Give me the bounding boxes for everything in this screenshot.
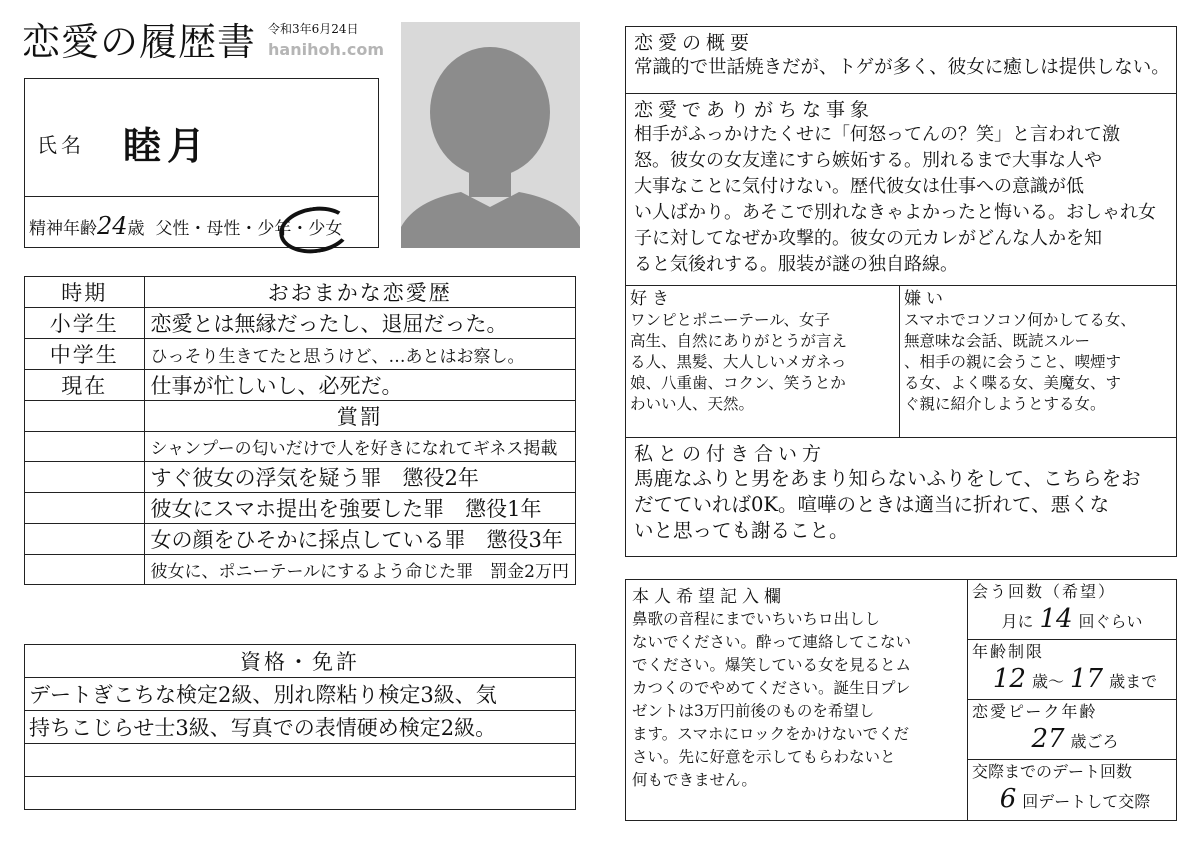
dates-label: 交際までのデート回数: [972, 762, 1133, 781]
age-limit-label: 年齢制限: [972, 642, 1045, 661]
likes-dislikes-box: [625, 285, 1177, 438]
col-history-header: おおまかな恋愛歴: [144, 277, 575, 308]
license-line: [25, 777, 576, 810]
wishes-line: ゼントは3万円前後のものを希望し: [632, 702, 875, 720]
likes-line: る人、黒髪、大人しいメガネっ: [630, 353, 847, 371]
tendency-line: ると気後れする。服装が謎の独自路線。: [634, 254, 958, 275]
tendency-line: 大事なことに気付けない。歴代彼女は仕事への意識が低: [634, 176, 1084, 197]
meet-prefix: 月に: [1001, 612, 1034, 631]
license-table: [24, 644, 576, 810]
age-limit-to: 17: [1070, 664, 1104, 694]
period-cell: [25, 524, 145, 555]
tendencies-box: [625, 93, 1177, 286]
awards-header: 賞罰: [144, 401, 575, 432]
meet-label: 会う回数（希望）: [972, 582, 1117, 601]
history-cell: 仕事が忙しいし、必死だ。: [144, 370, 575, 401]
tendencies-label: 恋愛でありがちな事象: [634, 99, 875, 121]
wishes-line: ないでください。酔って連絡してこない: [632, 633, 912, 651]
wishes-line: 鼻歌の音程にまでいちいちロ出しし: [632, 610, 881, 628]
dating-box: [625, 437, 1177, 557]
meet-frequency-cell: [968, 580, 1176, 640]
period-cell: [25, 555, 145, 585]
wishes-line: 何もできません。: [632, 771, 757, 789]
dislikes-line: 、相手の親に会うこと、喫煙す: [904, 353, 1122, 371]
age-limit-suffix: 歳まで: [1109, 672, 1158, 691]
period-cell: 中学生: [25, 339, 145, 370]
likes-line: 高生、自然にありがとうが言え: [630, 332, 848, 350]
wishes-line: でください。爆笑している女を見るとム: [632, 656, 912, 674]
issue-date: 令和3年6月24日: [268, 22, 359, 36]
tendency-line: 子に対してなぜか攻撃的。彼女の元カレがどんな人かを知: [634, 228, 1102, 249]
dislikes-line: る女、よく喋る女、美魔女、す: [904, 374, 1122, 392]
peak-suffix: 歳ごろ: [1070, 732, 1119, 751]
table-row: [25, 462, 576, 493]
period-cell: 小学生: [25, 308, 145, 339]
table-row: [25, 493, 576, 524]
dating-label: 私との付き合い方: [634, 443, 827, 465]
history-cell: 恋愛とは無縁だったし、退屈だった。: [144, 308, 575, 339]
page-title: 恋愛の履歴書: [22, 20, 257, 64]
dates-suffix: 回デートして交際: [1022, 792, 1151, 811]
profile-photo: [401, 22, 580, 248]
likes-line: ワンピとポニーテール、女子: [630, 311, 830, 329]
age-suffix: 歳: [127, 219, 145, 239]
stats-section: [968, 580, 1176, 820]
table-row: [25, 308, 576, 339]
likes-section: [626, 286, 900, 437]
table-row: [25, 645, 576, 678]
peak-row: [972, 722, 1172, 759]
table-row: [25, 370, 576, 401]
peak-age-cell: [968, 700, 1176, 760]
name-box: [24, 78, 379, 248]
age-prefix: 精神年齢: [29, 219, 97, 239]
table-row: [25, 277, 576, 308]
meet-suffix: 回ぐらい: [1078, 612, 1143, 631]
age-limit-row: [972, 662, 1172, 699]
award-cell: 彼女に、ポニーテールにするよう命じた罪 罰金2万円: [144, 555, 575, 585]
period-cell: [25, 493, 145, 524]
wishes-line: ます。スマホにロックをかけないでくだ: [632, 725, 910, 743]
license-header: 資格・免許: [25, 645, 576, 678]
table-row: [25, 777, 576, 810]
award-cell: 彼女にスマホ提出を強要した罪 懲役1年: [144, 493, 575, 524]
dislikes-section: [900, 286, 1176, 437]
tendency-line: 怒。彼女の女友達にすら嫉妬する。別れるまで大事な人や: [634, 150, 1102, 171]
name-label: 氏名: [37, 133, 85, 157]
meet-value: 14: [1039, 604, 1073, 634]
summary-box: [625, 26, 1177, 94]
likes-line: わいい人、天然。: [630, 395, 755, 413]
peak-label: 恋愛ピーク年齢: [972, 702, 1098, 721]
dates-value: 6: [999, 784, 1017, 814]
dating-line: だてていれば0K。喧嘩のときは適当に折れて、悪くな: [634, 493, 1110, 516]
likes-line: 娘、八重歯、コクン、笑うとか: [630, 374, 846, 392]
age-limit-mid: 歳〜: [1031, 672, 1064, 691]
table-row: [25, 339, 576, 370]
award-cell: シャンプーの匂いだけで人を好きになれてギネス掲載: [144, 432, 575, 462]
table-row: [25, 678, 576, 711]
dating-line: いと思っても謝ること。: [634, 519, 849, 542]
license-line: [25, 744, 576, 777]
wishes-box: [625, 579, 1177, 821]
history-cell: ひっそり生きてたと思うけど、…あとはお察し。: [144, 339, 575, 370]
period-cell: 現在: [25, 370, 145, 401]
dates-row: [972, 782, 1172, 819]
period-cell: [25, 432, 145, 462]
dislikes-line: ぐ親に紹介しようとする女。: [904, 395, 1106, 413]
period-cell: [25, 401, 145, 432]
award-cell: 女の顔をひそかに採点している罪 懲役3年: [144, 524, 575, 555]
tendency-line: い人ばかり。あそこで別れなきゃよかったと悔いる。おしゃれ女: [634, 202, 1156, 223]
gender-options: 父性・母性・少年・少女: [155, 219, 343, 239]
age-value: 24: [97, 212, 128, 240]
award-cell: すぐ彼女の浮気を疑う罪 懲役2年: [144, 462, 575, 493]
summary-label: 恋愛の概要: [634, 32, 755, 54]
table-row: [25, 555, 576, 585]
wishes-line: さい。先に好意を示してもらわないと: [632, 748, 896, 766]
wishes-section: [626, 580, 968, 820]
table-row: [25, 744, 576, 777]
table-row: [25, 401, 576, 432]
site-name: hanihoh.com: [268, 40, 385, 59]
selection-circle: [276, 202, 354, 258]
license-line: 持ちこじらせ士3級、写真での表情硬め検定2級。: [25, 711, 576, 744]
person-silhouette-icon: [401, 22, 580, 248]
wishes-label: 本人希望記入欄: [632, 587, 786, 607]
table-row: [25, 711, 576, 744]
dislikes-line: スマホでコソコソ何かしてる女、: [904, 311, 1136, 329]
wishes-line: カつくのでやめてください。誕生日プレ: [632, 679, 911, 697]
age-limit-from: 12: [992, 664, 1026, 694]
table-row: [25, 524, 576, 555]
likes-label: 好き: [630, 289, 674, 309]
meet-value-row: [972, 602, 1172, 639]
dating-line: 馬鹿なふりと男をあまり知らないふりをして、こちらをお: [634, 467, 1141, 490]
history-table: [24, 276, 576, 585]
dislikes-line: 無意味な会話、既読スルー: [904, 332, 1091, 350]
age-limit-cell: [968, 640, 1176, 700]
dates-count-cell: [968, 760, 1176, 820]
period-cell: [25, 462, 145, 493]
dislikes-label: 嫌い: [904, 289, 948, 309]
tendency-line: 相手がふっかけたくせに「何怒ってんの？笑」と言われて激: [634, 124, 1120, 145]
col-period-header: 時期: [25, 277, 145, 308]
table-row: [25, 432, 576, 462]
peak-value: 27: [1031, 724, 1065, 754]
name-value: 睦月: [123, 123, 212, 168]
summary-text: 常識的で世話焼きだが、トゲが多く、彼女に癒しは提供しない。: [634, 57, 1170, 78]
license-line: デートぎこちな検定2級、別れ際粘り検定3級、気: [25, 678, 576, 711]
